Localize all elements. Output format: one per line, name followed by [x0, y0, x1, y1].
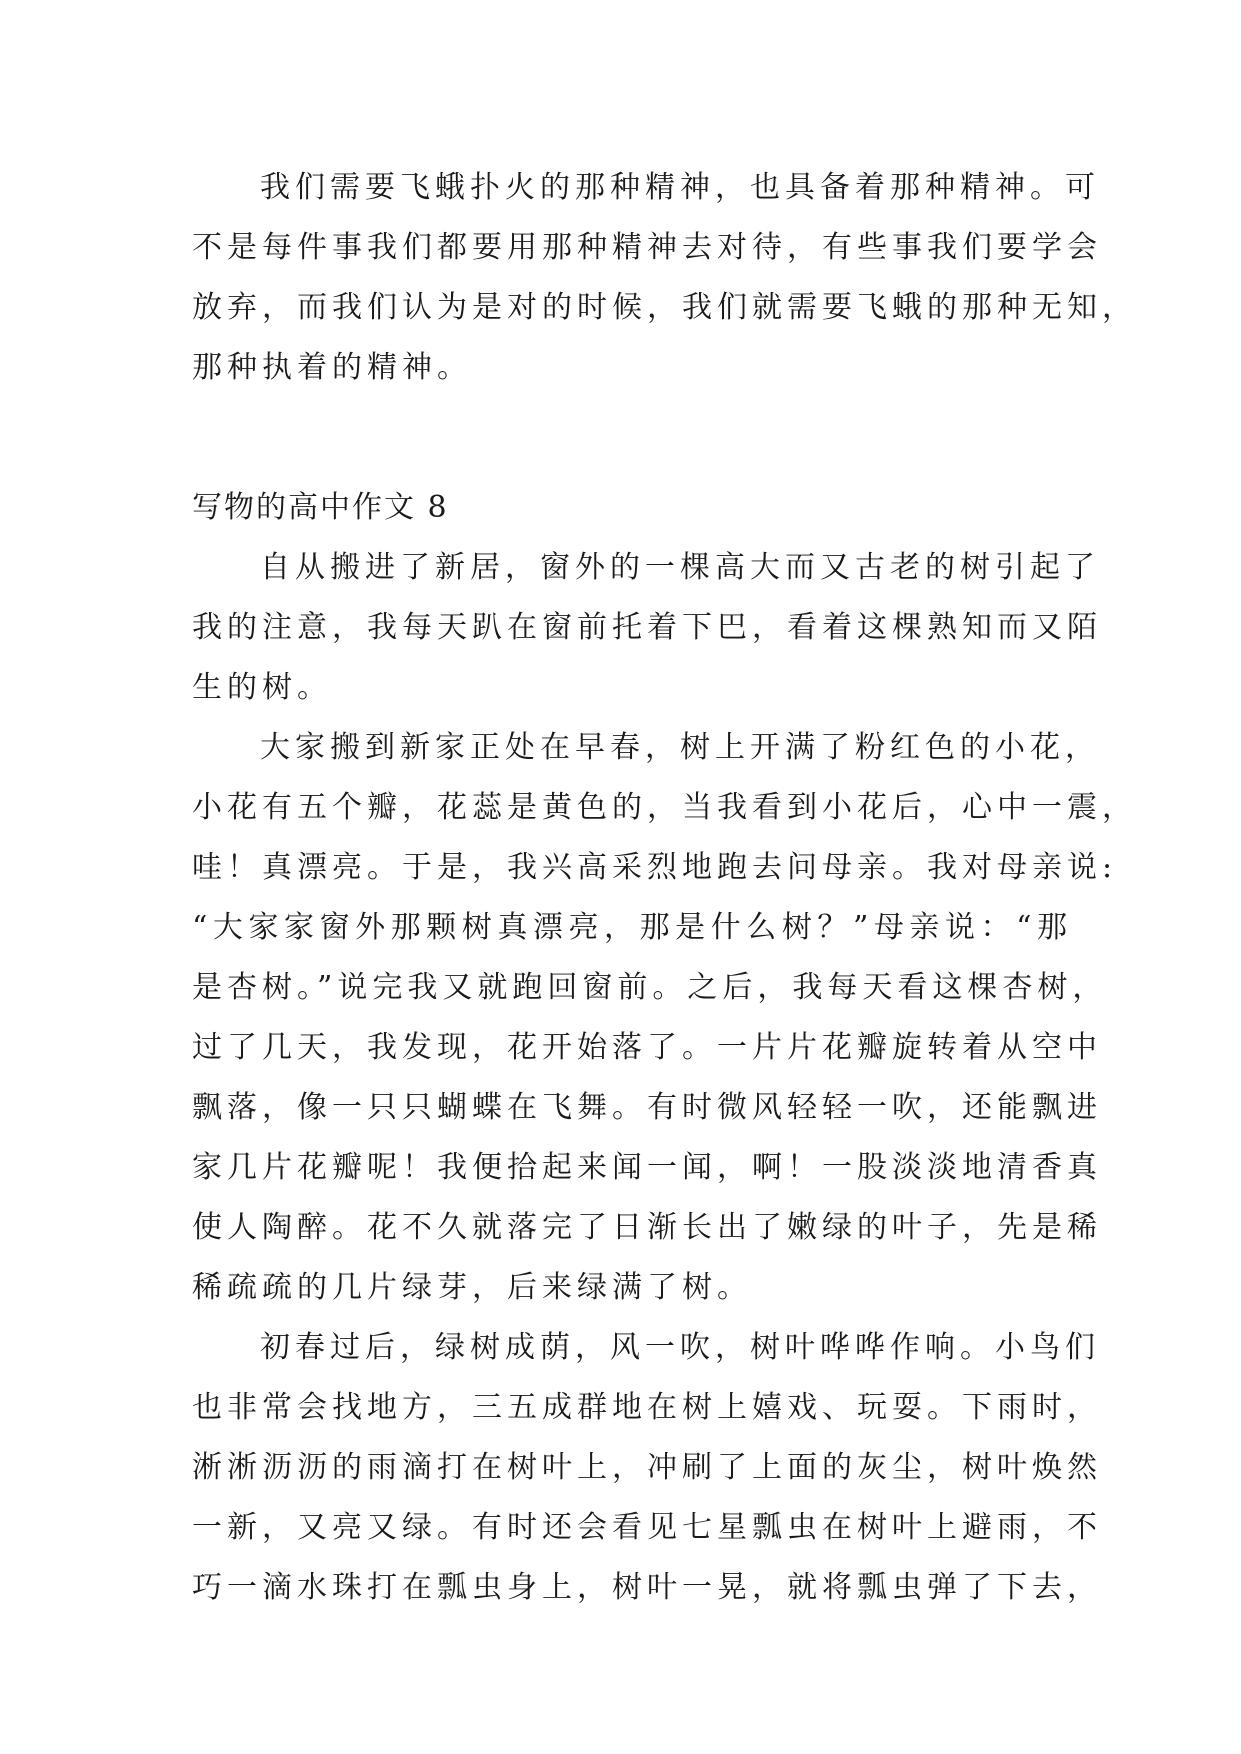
text-line: 初春过后，绿树成荫，风一吹，树叶哗哗作响。小鸟们 — [260, 1330, 1100, 1365]
text-line: 也非常会找地方，三五成群地在树上嬉戏、玩耍。下雨时， — [192, 1390, 1102, 1425]
text-line: 生的树。 — [192, 670, 332, 705]
text-line: 不是每件事我们都要用那种精神去对待，有些事我们要学会 — [192, 230, 1102, 265]
section-title: 写物的高中作文 8 — [192, 490, 449, 525]
text-line: 哇！真漂亮。于是，我兴高采烈地跑去问母亲。我对母亲说: — [192, 850, 1118, 885]
text-line: 是杏树。”说完我又就跑回窗前。之后，我每天看这棵杏树， — [192, 970, 1108, 1005]
text-line: 一新，又亮又绿。有时还会看见七星瓢虫在树叶上避雨，不 — [192, 1510, 1102, 1545]
section-gap — [192, 398, 1072, 478]
text-line: 那种执着的精神。 — [192, 350, 472, 385]
text-line: 放弃，而我们认为是对的时候，我们就需要飞蛾的那种无知， — [192, 290, 1137, 325]
text-line: 小花有五个瓣，花蕊是黄色的，当我看到小花后，心中一震， — [192, 790, 1137, 825]
text-line: 大家搬到新家正处在早春，树上开满了粉红色的小花， — [260, 730, 1100, 765]
text-line: 使人陶醉。花不久就落完了日渐长出了嫩绿的叶子，先是稀 — [192, 1210, 1102, 1245]
text-line: 家几片花瓣呢！我便拾起来闻一闻，啊！一股淡淡地清香真 — [192, 1150, 1102, 1185]
text-line: 我们需要飞蛾扑火的那种精神，也具备着那种精神。可 — [260, 170, 1100, 205]
paragraph — [192, 1318, 1102, 1618]
paragraph-intro — [192, 158, 1137, 398]
document-page — [192, 158, 1137, 1618]
text-line: 过了几天，我发现，花开始落了。一片片花瓣旋转着从空中 — [192, 1030, 1102, 1065]
text-line: 我的注意，我每天趴在窗前托着下巴，看着这棵熟知而又陌 — [192, 610, 1102, 645]
paragraph — [192, 718, 1137, 1318]
text-line: 淅淅沥沥的雨滴打在树叶上，冲刷了上面的灰尘，树叶焕然 — [192, 1450, 1102, 1485]
text-line: “大家家窗外那颗树真漂亮，那是什么树？”母亲说：“那 — [192, 910, 1072, 945]
text-line: 稀疏疏的几片绿芽，后来绿满了树。 — [192, 1270, 752, 1305]
text-line: 巧一滴水珠打在瓢虫身上，树叶一晃，就将瓢虫弹了下去， — [192, 1570, 1102, 1605]
text-line: 自从搬进了新居，窗外的一棵高大而又古老的树引起了 — [260, 550, 1100, 585]
paragraph — [192, 538, 1102, 718]
text-line: 飘落，像一只只蝴蝶在飞舞。有时微风轻轻一吹，还能飘进 — [192, 1090, 1102, 1125]
